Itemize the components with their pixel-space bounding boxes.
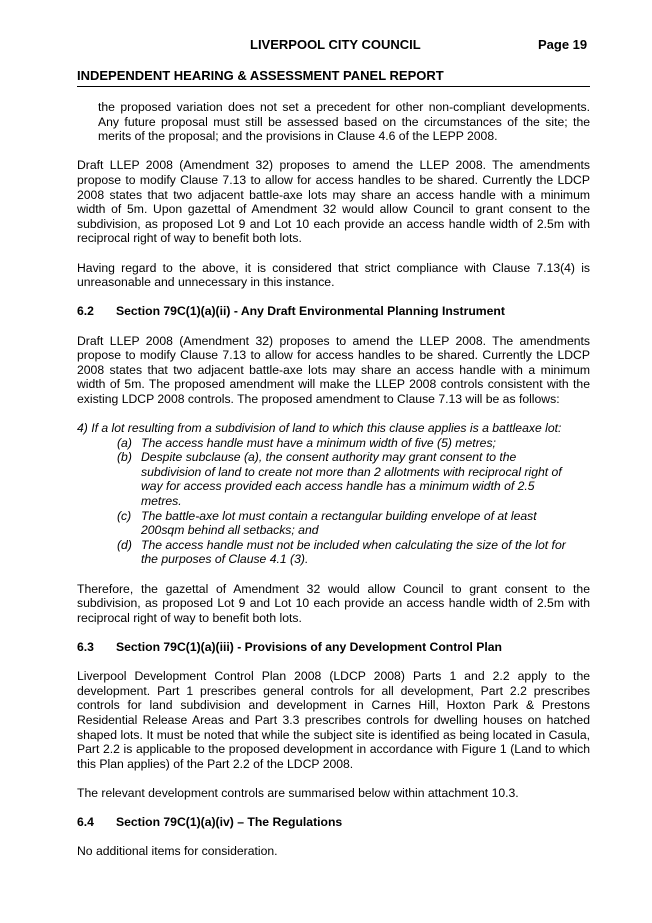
paragraph-ldcp: Liverpool Development Control Plan 2008 (LDCP 2008) Parts 1 and 2.2 apply to the development. Part 1 prescribes general controls for all development, Part 2.2 prescribes controls for land subdivision and development in Carnes Hill, Hoxton Park & Prestons Residential Release Areas and Part 3.3 prescribes controls for dwelling houses on hatched shaped lots. It must be noted that while the subject site is identified as being located in Casula, Part 2.2 is applicable to the proposed development in accordance with Figure 1 (Land to which this Plan applies) of the Part 2.2 of the LDCP 2008. [77, 669, 590, 771]
header-council-name: LIVERPOOL CITY COUNCIL [250, 37, 421, 52]
clause-list [77, 436, 590, 567]
clause-label: (d) [117, 537, 132, 552]
section-title: Section 79C(1)(a)(iii) - Provisions of any Development Control Plan [116, 639, 502, 654]
paragraph-regard: Having regard to the above, it is considered that strict compliance with Clause 7.13(4) is unreasonable and unnecessary in this instance. [77, 260, 590, 290]
clause-item [77, 450, 590, 508]
clause-item [77, 538, 590, 567]
clause-item [77, 509, 590, 538]
header-page-number: Page 19 [538, 37, 588, 52]
paragraph-therefore: Therefore, the gazettal of Amendment 32 would allow Council to grant consent to the subdivision, as proposed Lot 9 and Lot 10 each provide an access handle width of 2.5m with reciprocal right of way to benefit both lots. [77, 581, 590, 625]
paragraph-draft-amendment: Draft LLEP 2008 (Amendment 32) proposes to amend the LLEP 2008. The amendments propose to modify Clause 7.13 to allow for access handles to be shared. Currently the LDCP 2008 states that two adjacent battle-axe lots may share an access handle with a minimum width of 5m. Upon gazettal of Amendment 32 would allow Council to grant consent to the subdivision, as proposed Lot 9 and Lot 10 each provide an access handle width of 2.5m with reciprocal right of way to benefit both lots. [77, 158, 590, 246]
section-heading-6-3 [77, 640, 590, 655]
clause-text: The access handle must have a minimum width of five (5) metres; [141, 435, 496, 450]
paragraph-continued: the proposed variation does not set a precedent for other non-compliant developments. Any future proposal must still be assessed based on the circumstances of the site; the merits of the proposal; and the provisions in Clause 4.6 of the LEPP 2008. [98, 100, 590, 144]
clause-text: The access handle must not be included when calculating the size of the lot for the purposes of Clause 4.1 (3). [141, 537, 566, 567]
header-divider [77, 86, 590, 87]
paragraph-no-items: No additional items for consideration. [77, 844, 278, 859]
document-body [77, 100, 590, 873]
paragraph-draft-amendment-2: Draft LLEP 2008 (Amendment 32) proposes to amend the LLEP 2008. The amendments propose to modify Clause 7.13 to allow for access handles to be shared. Currently the LDCP 2008 states that two adjacent battle-axe lots may share an access handle with a minimum width of 5m. The proposed amendment will make the LLEP 2008 controls consistent with the existing LDCP 2008 controls. The proposed amendment to Clause 7.13 will be as follows: [77, 333, 590, 406]
section-title: Section 79C(1)(a)(iv) – The Regulations [116, 815, 343, 830]
section-heading-6-2 [77, 304, 590, 319]
paragraph-relevant-controls: The relevant development controls are summarised below within attachment 10.3. [77, 785, 519, 800]
clause-item [77, 436, 590, 451]
clause-text: Despite subclause (a), the consent authority may grant consent to the subdivision of land to create not more than 2 allotments with reciprocal right of way for access provided each access handle has a minimum width of 2.5 metres. [141, 450, 562, 509]
clause-intro: 4) If a lot resulting from a subdivision of land to which this clause applies is a battleaxe lot: [77, 421, 562, 436]
clause-label: (c) [117, 508, 132, 523]
section-number: 6.2 [77, 304, 94, 319]
clause-label: (a) [117, 435, 132, 450]
section-number: 6.3 [77, 639, 94, 654]
header-report-title: INDEPENDENT HEARING & ASSESSMENT PANEL REPORT [77, 68, 444, 83]
section-title: Section 79C(1)(a)(ii) - Any Draft Environmental Planning Instrument [116, 304, 505, 319]
clause-text: The battle-axe lot must contain a rectangular building envelope of at least 200sqm behind all setbacks; and [141, 508, 537, 538]
section-heading-6-4 [77, 815, 590, 830]
clause-label: (b) [117, 450, 132, 465]
section-number: 6.4 [77, 815, 94, 830]
